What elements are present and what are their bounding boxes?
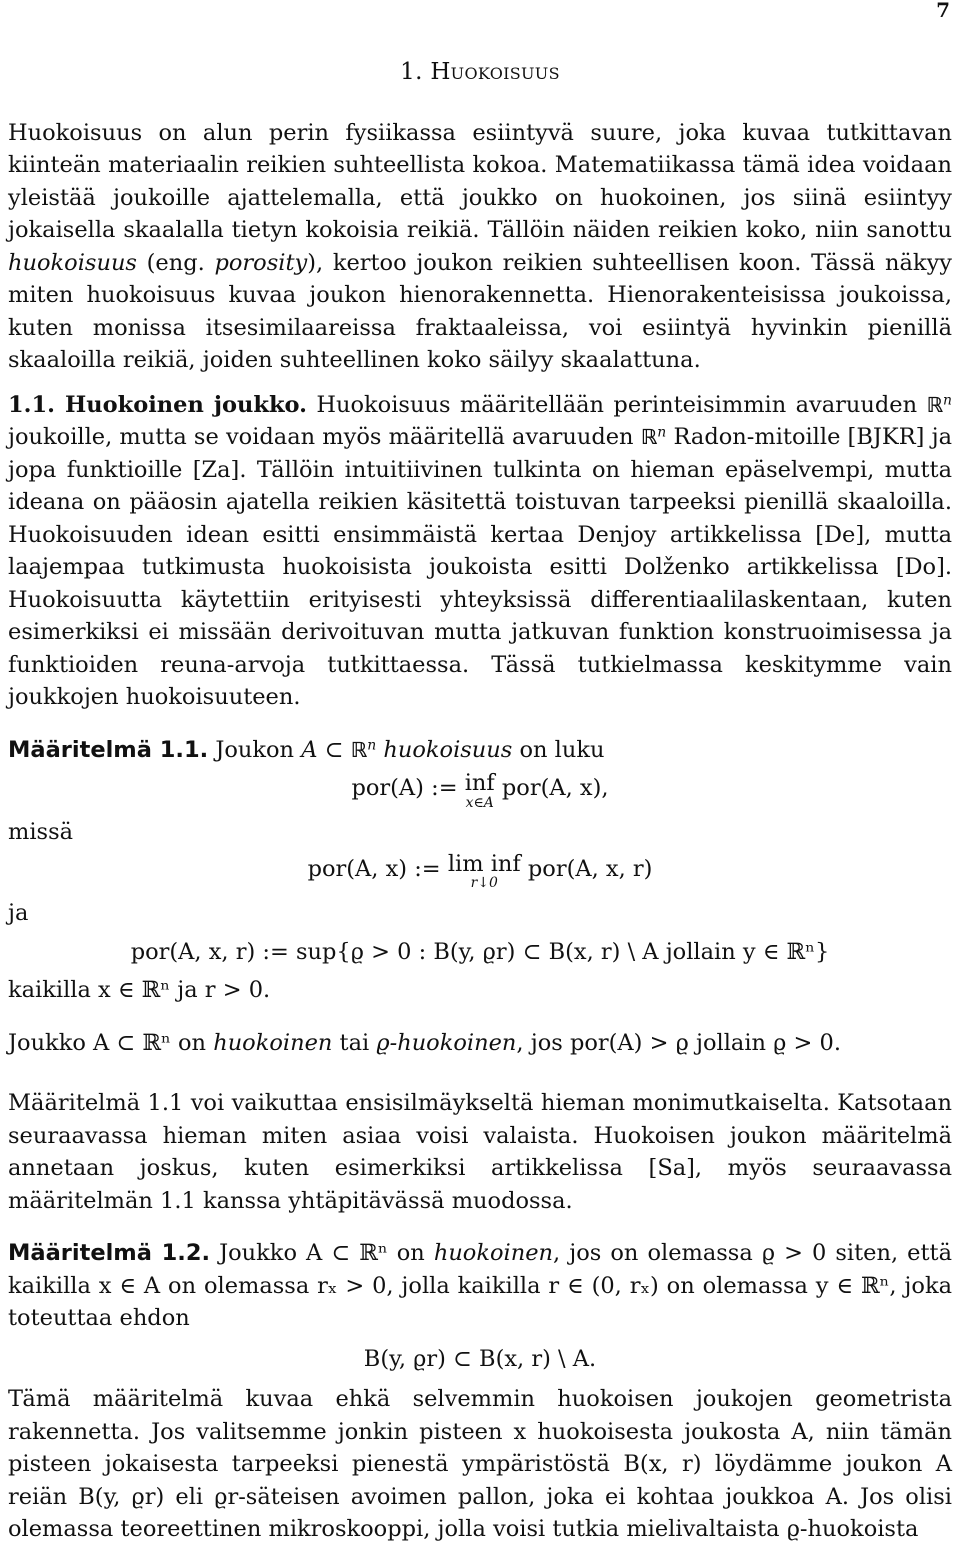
operator-name: inf [464, 770, 495, 796]
text-ja: ja [8, 900, 29, 927]
section-title [8, 56, 952, 89]
section-number: 1. [400, 59, 423, 85]
definition-label: Määritelmä 1.2. [8, 1240, 211, 1267]
remark-text: , jos por(A) > ϱ jollain ϱ > 0. [516, 1029, 842, 1056]
equation-por-A-x [8, 850, 952, 892]
definition-1-2-body [8, 1237, 952, 1335]
page-number: 7 [936, 0, 950, 22]
discussion-paragraph: Määritelmä 1.1 voi vaikuttaa ensisilmäykseltä hieman monimutkaiselta. Katsotaan seuraavassa hieman miten asiaa voisi valaista. Huokoisen joukon määritelmä annetaan joskus, kuten esimerkiksi artikkelissa [Sa], myös seuraavassa määritelmän 1.1 kanssa yhtäpitävässä muodossa. [8, 1090, 952, 1214]
definition-1-1-head: Määritelmä 1.1. Joukon A ⊂ ℝ$^n$ huokoisuus on luku [8, 736, 605, 763]
equation-por-A [8, 772, 952, 810]
equation-rhs: por(A, x, r) [520, 855, 653, 882]
text-missa: missä [8, 819, 74, 846]
definition-1-2 [8, 1237, 952, 1375]
intro-text-3: ), kertoo joukon reikien suhteellisen koon. Tässä näkyy miten huokoisuus kuvaa joukon hienorakennetta. Hienorakenteisissa joukoissa, kuten monissa itsesimilaareissa fraktaaleissa, voi esiintyä hyvinkin pienillä skaaloilla reikiä, joiden suhteellinen koko säilyy skaalattuna. [8, 249, 952, 373]
remark-term-huokoinen: huokoinen [213, 1029, 333, 1056]
document-page [8, 0, 952, 1546]
section-name: Huokoisuus [430, 59, 560, 85]
exponent-n: n [943, 391, 953, 408]
subsection-paragraph [8, 389, 952, 714]
definition-text: on luku [512, 736, 605, 763]
intro-text-1: Huokoisuus on alun perin fysiikassa esiintyvä suure, joka kuvaa tutkittavan kiinteän materiaalin reikien suhteellista kokoa. Matematiikassa tämä idea voidaan yleistää joukoille ajattelemalla, että joukko on huokoinen, jos siinä esiintyy jokaisella skaalalla tietyn kokoisia reikiä. Tällöin näiden reikien koko, niin sanottu [8, 119, 952, 243]
equation-lhs: por(A, x) := [307, 855, 448, 882]
intro-term-porosity: porosity [214, 249, 308, 276]
remark-term-rho-huokoinen: ϱ-huokoinen [376, 1029, 517, 1056]
geometric-paragraph: Tämä määritelmä kuvaa ehkä selvemmin huokoisen joukojen geometrista rakennetta. Jos valitsemme jonkin pisteen x huokoisesta joukosta A, niin tämän pisteen jokaisesta tarpeeksi pienestä ympäristöstä B(x, r) löydämme joukon A reiän B(y, ϱr) eli ϱr-säteisen avoimen pallon, joka ei kohtaa joukkoa A. Jos olisi olemassa teoreettinen mikroskooppi, jolla voisi tutkia mielivaltaista ϱ-huokoista [8, 1386, 952, 1543]
equation-rhs: por(A, x), [494, 775, 609, 801]
real-space-symbol: ℝ [640, 425, 658, 449]
definition-text: Joukko A ⊂ ℝⁿ on [210, 1240, 434, 1267]
definition-label: Määritelmä 1.1. [8, 736, 209, 763]
subsection-text-a: Huokoisuus määritellään perinteisimmin avaruuden [307, 391, 927, 418]
intro-term-huokoisuus: huokoisuus [8, 249, 137, 276]
definition-text: Joukon [208, 736, 302, 763]
operator-subscript: x∈A [465, 794, 494, 811]
subsection-heading: 1.1. Huokoinen joukko. [8, 391, 308, 418]
math-A: A [301, 736, 318, 763]
subsection-text-b: joukoille, mutta se voidaan myös määritellä avaruuden [8, 424, 641, 450]
equation-por-A-x-r: por(A, x, r) := sup{ϱ > 0 : B(y, ϱr) ⊂ B(x, r) \ A jollain y ∈ ℝⁿ} [130, 938, 830, 965]
definition-text: , jos on olemassa ϱ > 0 siten, että kaikilla x ∈ A on olemassa rₓ > 0, jolla kaikilla r ∈ (0, rₓ) on olemassa y ∈ ℝⁿ, joka toteuttaa ehdon [8, 1240, 952, 1332]
equation-lhs: por(A) := [351, 775, 465, 801]
equation-ball-inclusion: B(y, ϱr) ⊂ B(x, r) \ A. [363, 1345, 597, 1372]
real-space-symbol: ℝ [926, 392, 944, 417]
remark-text: Joukko A ⊂ ℝⁿ on [8, 1029, 214, 1056]
real-space-symbol: ℝ [350, 737, 368, 762]
exponent-n: n [657, 424, 667, 441]
text-kaikilla: kaikilla x ∈ ℝⁿ ja r > 0. [8, 977, 271, 1004]
exponent-n: n [367, 736, 377, 753]
inf-operator [465, 772, 495, 810]
remark-text: tai [332, 1029, 377, 1056]
intro-text-2: (eng. [136, 249, 215, 276]
liminf-operator [447, 850, 521, 892]
operator-subscript: r↓0 [470, 875, 498, 892]
definition-term: huokoisuus [383, 736, 513, 763]
definition-1-1 [8, 734, 952, 1007]
definition-1-1-remark [8, 1027, 952, 1060]
subsection-text-c: Radon-mitoille [BJKR] ja jopa funktioille [Za]. Tällöin intuitiivinen tulkinta on hieman epäselvempi, mutta ideana on pääosin ajatella reikien käsitettä toistuvan tarpeeksi pienillä skaaloilla. Huokoisuuden idean esitti ensimmäistä kertaa Denjoy artikkelissa [De], mutta laajempaa tutkimusta huokoisista joukoista esitti Dolženko artikkelissa [Do]. Huokoisuutta käytettiin erityisesti yhteyksissä differentiaalilaskentaan, kuten esimerkiksi ei missään derivoituvan mutta jatkuvan funktion konstruoimisessa ja funktioiden reuna-arvoja tutkittaessa. Tässä tutkielmassa keskitymme vain joukkojen huokoisuuteen. [8, 424, 952, 710]
definition-term: huokoinen [433, 1240, 554, 1267]
operator-name: lim inf [447, 850, 521, 877]
intro-paragraph [8, 117, 952, 377]
